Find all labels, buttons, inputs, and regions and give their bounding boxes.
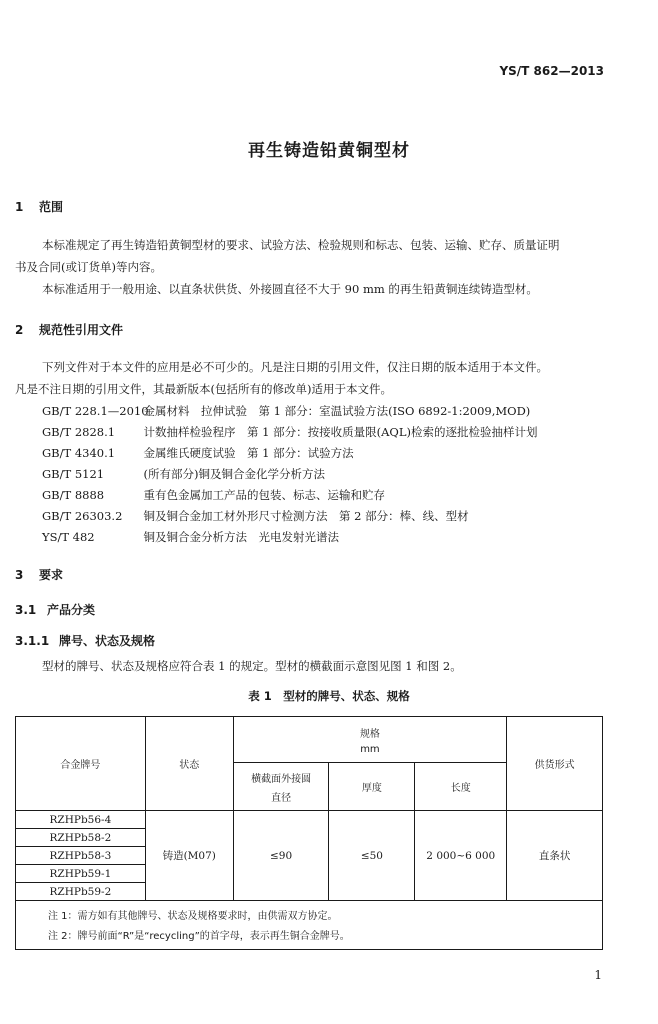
document-title: 再生铸造铅黄铜型材	[248, 141, 410, 161]
header-thickness: 厚度	[329, 763, 415, 811]
table-note-1: 注 1：需方如有其他牌号、状态及规格要求时，由供需双方协定。	[48, 911, 338, 922]
header-temper: 状态	[145, 717, 233, 811]
reference-code: GB/T 8888	[42, 488, 105, 502]
section-title: 要求	[39, 568, 64, 582]
section-number: 2	[15, 323, 24, 337]
reference-item	[42, 466, 325, 482]
reference-item	[42, 403, 530, 419]
table-note-2: 注 2：牌号前面“R”是“recycling”的首字母，表示再生铜合金牌号。	[48, 931, 350, 942]
section-1-heading	[15, 198, 63, 215]
reference-item	[42, 424, 537, 440]
reference-item	[42, 529, 339, 545]
section-number: 3.1.1	[15, 634, 50, 648]
header-length: 长度	[415, 763, 507, 811]
alloy-cell: RZHPb59-2	[16, 883, 146, 901]
section-number: 1	[15, 200, 24, 214]
reference-code: GB/T 5121	[42, 467, 105, 481]
header-supply: 供货形式	[507, 717, 603, 811]
header-spec-unit: mm	[360, 743, 380, 755]
diameter-cell: ≤90	[233, 811, 329, 901]
section-1-para-1-line-2: 书及合同(或订货单)等内容。	[15, 260, 162, 274]
section-3-1-heading	[15, 601, 95, 618]
reference-title: 重有色金属加工产品的包装、标志、运输和贮存	[143, 488, 385, 502]
section-2-para-line-2: 凡是不注日期的引用文件，其最新版本(包括所有的修改单)适用于本文件。	[15, 382, 392, 396]
table-notes	[15, 900, 603, 950]
alloy-cell: RZHPb56-4	[16, 811, 146, 829]
section-number: 3.1	[15, 603, 37, 617]
reference-title: 铜及铜合金加工材外形尺寸检测方法 第 2 部分：棒、线、型材	[143, 509, 469, 523]
reference-title: 计数抽样检验程序 第 1 部分：按接收质量限(AQL)检索的逐批检验抽样计划	[143, 425, 538, 439]
header-spec	[233, 717, 507, 763]
standard-number: YS/T 862—2013	[499, 64, 604, 78]
table-caption: 表 1 型材的牌号、状态、规格	[248, 689, 410, 703]
temper-cell: 铸造(M07)	[145, 811, 233, 901]
reference-code: YS/T 482	[42, 530, 95, 544]
header-diameter	[233, 763, 329, 811]
reference-item	[42, 508, 469, 524]
reference-item	[42, 445, 354, 461]
header-alloy: 合金牌号	[16, 717, 146, 811]
alloy-cell: RZHPb59-1	[16, 865, 146, 883]
section-3-1-1-heading	[15, 632, 155, 649]
thickness-cell: ≤50	[329, 811, 415, 901]
section-title: 规范性引用文件	[39, 323, 124, 337]
section-3-1-1-para: 型材的牌号、状态及规格应符合表 1 的规定。型材的横截面示意图见图 1 和图 2。	[42, 659, 462, 673]
section-3-heading	[15, 566, 63, 583]
header-diameter-line-2: 直径	[271, 792, 292, 804]
reference-item	[42, 487, 385, 503]
reference-title: 金属维氏硬度试验 第 1 部分：试验方法	[143, 446, 354, 460]
reference-title: 金属材料 拉伸试验 第 1 部分：室温试验方法(ISO 6892-1:2009,MOD)	[143, 404, 531, 418]
length-cell: 2 000~6 000	[415, 811, 507, 901]
section-title: 牌号、状态及规格	[59, 634, 156, 648]
reference-title: 铜及铜合金分析方法 光电发射光谱法	[143, 530, 339, 544]
spec-table	[15, 716, 603, 901]
header-diameter-line-1: 横截面外接圆	[251, 773, 312, 785]
reference-title: (所有部分)铜及铜合金化学分析方法	[143, 467, 325, 481]
reference-code: GB/T 2828.1	[42, 425, 116, 439]
section-title: 产品分类	[47, 603, 96, 617]
section-1-para-1-line-1: 本标准规定了再生铸造铅黄铜型材的要求、试验方法、检验规则和标志、包装、运输、贮存、质量证明	[42, 238, 560, 252]
alloy-cell: RZHPb58-2	[16, 829, 146, 847]
reference-code: GB/T 4340.1	[42, 446, 116, 460]
reference-code: GB/T 26303.2	[42, 509, 123, 523]
section-title: 范围	[39, 200, 64, 214]
reference-code: GB/T 228.1—2010	[42, 404, 149, 418]
section-number: 3	[15, 568, 24, 582]
section-2-heading	[15, 321, 123, 338]
header-spec-label: 规格	[359, 728, 380, 740]
supply-cell: 直条状	[507, 811, 603, 901]
page-number: 1	[594, 968, 602, 982]
alloy-cell: RZHPb58-3	[16, 847, 146, 865]
section-2-para-line-1: 下列文件对于本文件的应用是必不可少的。凡是注日期的引用文件，仅注日期的版本适用于本文件。	[42, 360, 548, 374]
section-1-para-2: 本标准适用于一般用途、以直条状供货、外接圆直径不大于 90 mm 的再生铅黄铜连续铸造型材。	[42, 282, 538, 296]
